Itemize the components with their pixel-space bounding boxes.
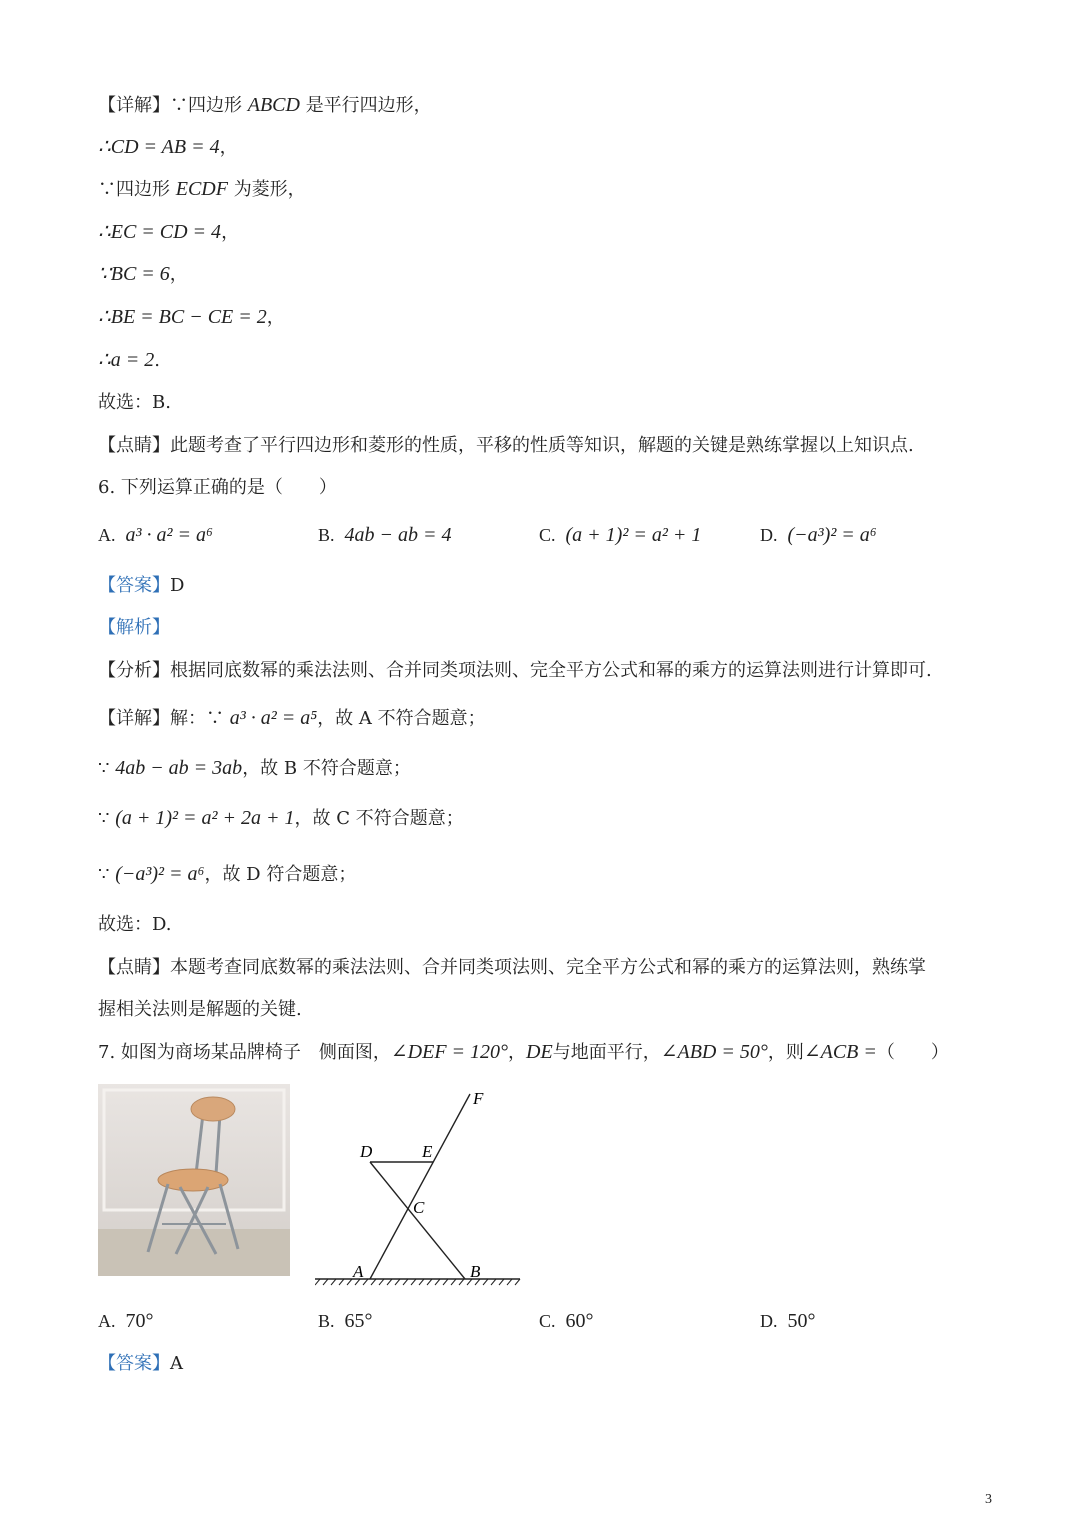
- text-mid: 与地面平行，: [552, 1042, 661, 1063]
- text-prefix: ∵: [98, 864, 110, 885]
- choice-line: 故选：B.: [98, 392, 171, 413]
- option-text: a³ · a² = a⁶: [125, 524, 213, 546]
- text-suffix: （ ）: [876, 1042, 949, 1063]
- text-prefix: 7. 如图为商场某品牌椅子 侧面图，: [98, 1042, 391, 1063]
- line-af: [370, 1094, 470, 1279]
- text-mid: ，: [508, 1042, 527, 1063]
- q6-detail-2: [98, 755, 411, 782]
- label-b: B: [470, 1262, 481, 1281]
- q7-option-d: [760, 1308, 816, 1335]
- math-a: ∴a = 2: [98, 349, 155, 371]
- text-suffix: .: [154, 350, 160, 371]
- option-label: D.: [760, 1311, 778, 1331]
- option-label: C.: [539, 525, 556, 545]
- answer-tag: 【答案】: [98, 1353, 170, 1374]
- text-suffix: ，: [266, 307, 285, 328]
- answer-value: D: [170, 575, 185, 596]
- option-label: A.: [98, 1311, 116, 1331]
- text-mid: ，则: [767, 1042, 804, 1063]
- answer-value: A: [170, 1353, 183, 1374]
- text-suffix: ，故 A 不符合题意；: [317, 708, 486, 729]
- q6-choice: 故选：D.: [98, 914, 172, 935]
- detail-line-1: [98, 92, 432, 119]
- option-label: B.: [318, 1311, 335, 1331]
- option-label: A.: [98, 525, 116, 545]
- detail-line-6: [98, 304, 285, 331]
- math-de: DE: [526, 1041, 553, 1063]
- detail-line-3: [98, 176, 306, 203]
- label-e: E: [422, 1142, 433, 1161]
- q6-detail-4: [98, 861, 356, 888]
- q6-option-c: [539, 522, 701, 549]
- text-prefix: ∵: [98, 808, 110, 829]
- q6-analysis-tag: 【解析】: [98, 617, 170, 638]
- label-d: D: [360, 1142, 373, 1161]
- label-a: A: [353, 1262, 364, 1281]
- q6-option-d: [760, 522, 877, 549]
- text-prefix: ∵: [98, 758, 110, 779]
- option-text: 60°: [565, 1310, 594, 1332]
- math-expression: (a + 1)² = a² + 2a + 1: [115, 807, 295, 829]
- text-prefix: ∵四边形: [98, 179, 170, 200]
- q6-comment-2: 握相关法则是解题的关键.: [98, 999, 302, 1020]
- text-suffix: 是平行四边形，: [305, 95, 432, 116]
- option-label: B.: [318, 525, 335, 545]
- math-angle-acb: ∠ACB =: [803, 1041, 877, 1063]
- text-suffix: ，: [221, 222, 240, 243]
- q6-option-a: [98, 522, 213, 549]
- q6-detail-3: [98, 805, 464, 832]
- q7-answer: [98, 1351, 183, 1377]
- detail-line-5: [98, 261, 188, 288]
- q6-stem: 6. 下列运算正确的是（ ）: [98, 477, 337, 498]
- detail-line-7: [98, 347, 160, 374]
- option-text: 65°: [344, 1310, 373, 1332]
- option-label: C.: [539, 1311, 556, 1331]
- option-text: 70°: [125, 1310, 154, 1332]
- comment-line: 【点睛】此题考查了平行四边形和菱形的性质，平移的性质等知识，解题的关键是熟练掌握以上知识点.: [98, 435, 914, 456]
- q6-detail-1: [98, 705, 486, 732]
- text-suffix: 为菱形，: [233, 179, 306, 200]
- text-suffix: ，故 D 符合题意；: [204, 864, 357, 885]
- detail-line-4: [98, 219, 239, 246]
- ground-hatching: [315, 1279, 520, 1285]
- math-expression: a³ · a² = a⁵: [229, 707, 318, 729]
- math-bc: ∵BC = 6: [98, 263, 170, 285]
- geometry-diagram: [315, 1084, 525, 1289]
- q6-analysis: 【分析】根据同底数幂的乘法法则、合并同类项法则、完全平方公式和幂的乘方的运算法则进行计算即可.: [98, 660, 932, 681]
- option-text: (−a³)² = a⁶: [787, 524, 877, 546]
- math-be: ∴BE = BC − CE = 2: [98, 306, 267, 328]
- text-prefix: 【详解】解：∵: [98, 708, 224, 729]
- option-text: 50°: [787, 1310, 816, 1332]
- label-c: C: [413, 1198, 425, 1217]
- detail-label: 【详解】∵四边形: [98, 95, 242, 116]
- math-angle-def: ∠DEF = 120°: [390, 1041, 509, 1063]
- math-ecdf: ECDF: [175, 178, 228, 200]
- math-abcd: ABCD: [247, 94, 300, 116]
- chair-photo: [98, 1084, 290, 1276]
- option-label: D.: [760, 525, 778, 545]
- option-text: (a + 1)² = a² + 1: [565, 524, 702, 546]
- math-expression: 4ab − ab = 3ab: [115, 757, 243, 779]
- label-f: F: [473, 1089, 484, 1108]
- q6-option-b: [318, 522, 452, 549]
- math-expression: (−a³)² = a⁶: [115, 863, 205, 885]
- math-cd-ab: ∴CD = AB = 4: [98, 136, 220, 158]
- math-ec-cd: ∴EC = CD = 4: [98, 221, 222, 243]
- text-suffix: ，故 C 不符合题意；: [294, 808, 464, 829]
- math-angle-abd: ∠ABD = 50°: [660, 1041, 768, 1063]
- q7-option-b: [318, 1308, 373, 1335]
- q7-option-a: [98, 1308, 154, 1335]
- text-suffix: ，: [169, 264, 188, 285]
- option-text: 4ab − ab = 4: [344, 524, 452, 546]
- detail-line-2: [98, 134, 238, 161]
- text-suffix: ，故 B 不符合题意；: [242, 758, 411, 779]
- q7-option-c: [539, 1308, 594, 1335]
- q6-comment-1: 【点睛】本题考查同底数幂的乘法法则、合并同类项法则、完全平方公式和幂的乘方的运算法则，熟练掌: [98, 957, 926, 978]
- q6-answer: [98, 573, 184, 599]
- line-db: [370, 1162, 465, 1279]
- answer-tag: 【答案】: [98, 575, 170, 596]
- q7-stem: [98, 1039, 949, 1066]
- page-number: 3: [985, 1492, 992, 1507]
- text-suffix: ，: [219, 137, 238, 158]
